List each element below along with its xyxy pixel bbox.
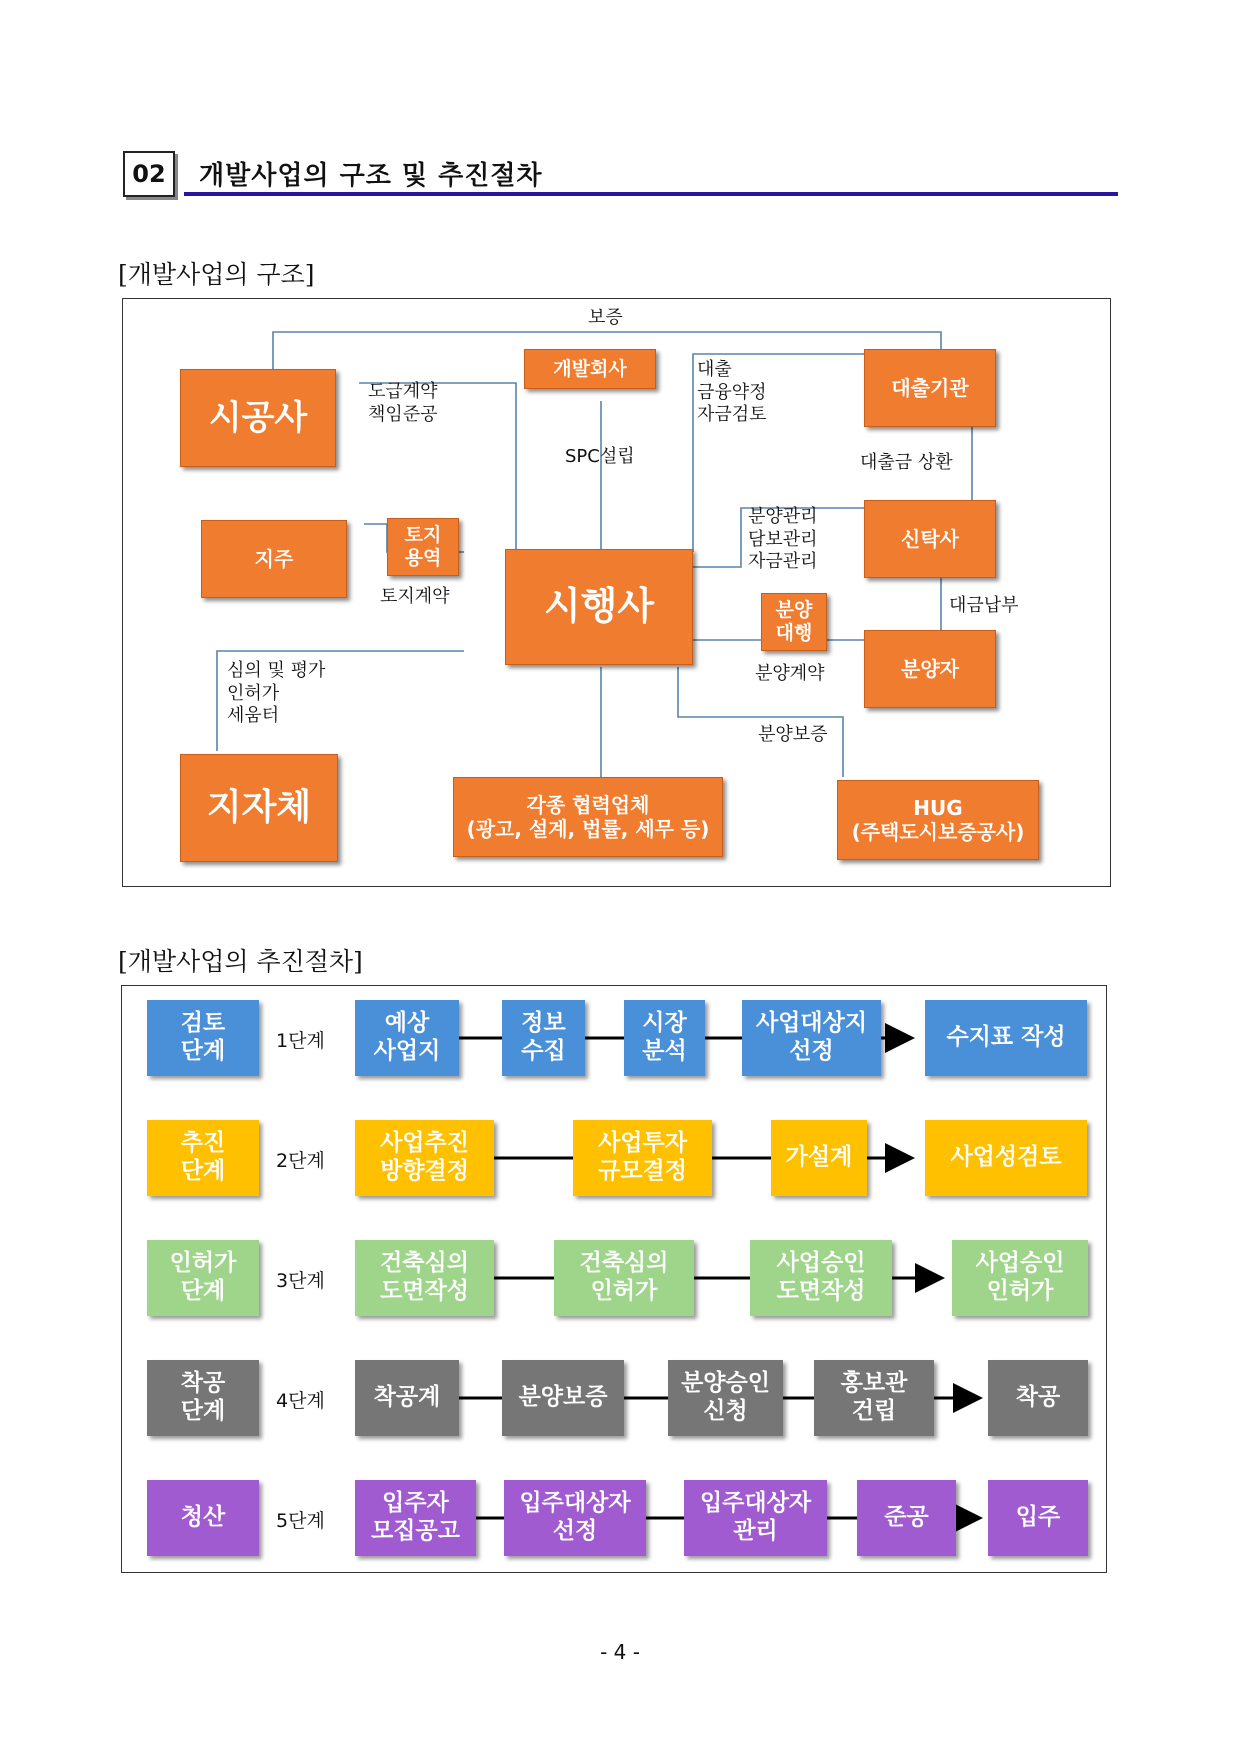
step-1-5: 수지표 작성 <box>925 1000 1087 1076</box>
trust-mgmt-label: 분양관리 담보관리 자금관리 <box>748 506 818 572</box>
step-4-1: 착공계 <box>355 1360 459 1436</box>
stage-name-construct: 착공 단계 <box>147 1360 259 1436</box>
approval-label: 심의 및 평가 인허가 세움터 <box>227 660 326 726</box>
section-title: 개발사업의 구조 및 추진절차 <box>199 161 543 191</box>
local-gov-box: 지자체 <box>180 754 338 862</box>
stage-name-review: 검토 단계 <box>147 1000 259 1076</box>
step-4-3: 분양승인 신청 <box>668 1360 783 1436</box>
step-4-2: 분양보증 <box>502 1360 624 1436</box>
step-2-1: 사업추진 방향결정 <box>355 1120 494 1196</box>
stage-name-settle: 청산 <box>147 1480 259 1556</box>
executor-box: 시행사 <box>505 549 693 665</box>
lender-box: 대출기관 <box>864 349 996 427</box>
step-5-1: 입주자 모집공고 <box>355 1480 476 1556</box>
step-1-2: 정보 수집 <box>502 1000 585 1076</box>
stage-name-permit: 인허가 단계 <box>147 1240 259 1316</box>
step-2-4: 사업성검토 <box>925 1120 1087 1196</box>
landowner-box: 지주 <box>201 520 347 598</box>
developer-box: 개발회사 <box>524 349 656 389</box>
page-number: - 4 - <box>600 1640 640 1664</box>
step-1-4: 사업대상지 선정 <box>742 1000 881 1076</box>
stage-name-promote: 추진 단계 <box>147 1120 259 1196</box>
step-1-1: 예상 사업지 <box>355 1000 459 1076</box>
stage-label-4: 4단계 <box>276 1390 325 1412</box>
land-service-box: 토지 용역 <box>387 518 459 576</box>
loan-label: 대출 금융약정 자금검토 <box>697 359 767 425</box>
stage-label-2: 2단계 <box>276 1150 325 1172</box>
construction-contract-label: 도급계약 책임준공 <box>368 381 438 425</box>
process-diagram <box>121 985 1107 1573</box>
stage-label-3: 3단계 <box>276 1270 325 1292</box>
spc-label: SPC설립 <box>565 446 635 467</box>
hug-box: HUG (주택도시보증공사) <box>837 780 1039 860</box>
stage-label-5: 5단계 <box>276 1510 325 1532</box>
sales-agency-box: 분양 대행 <box>761 593 827 651</box>
sales-guarantee-label: 분양보증 <box>758 724 828 745</box>
step-4-5: 착공 <box>988 1360 1088 1436</box>
partners-box: 각종 협력업체 (광고, 설계, 법률, 세무 등) <box>453 777 723 857</box>
sales-contract-label: 분양계약 <box>755 663 825 684</box>
section-number: 02 <box>123 151 175 197</box>
step-3-1: 건축심의 도면작성 <box>355 1240 494 1316</box>
step-2-3: 가설계 <box>771 1120 867 1196</box>
trust-box: 신탁사 <box>864 500 996 578</box>
step-5-5: 입주 <box>988 1480 1088 1556</box>
payment-label: 대금납부 <box>949 595 1019 616</box>
stage-label-1: 1단계 <box>276 1030 325 1052</box>
structure-heading: [개발사업의 구조] <box>118 260 315 289</box>
step-5-3: 입주대상자 관리 <box>684 1480 827 1556</box>
land-contract-label: 토지계약 <box>380 586 450 607</box>
step-4-4: 홍보관 건립 <box>814 1360 934 1436</box>
step-2-2: 사업투자 규모결정 <box>573 1120 712 1196</box>
repay-label: 대출금 상환 <box>860 452 953 473</box>
step-1-3: 시장 분석 <box>624 1000 705 1076</box>
guarantee-label: 보증 <box>588 307 623 328</box>
contractor-box: 시공사 <box>180 369 336 467</box>
process-heading: [개발사업의 추진절차] <box>118 947 363 976</box>
structure-diagram <box>122 298 1111 887</box>
title-underline <box>184 192 1118 196</box>
step-5-2: 입주대상자 선정 <box>504 1480 646 1556</box>
step-5-4: 준공 <box>857 1480 956 1556</box>
step-3-3: 사업승인 도면작성 <box>750 1240 892 1316</box>
buyer-box: 분양자 <box>864 630 996 708</box>
step-3-4: 사업승인 인허가 <box>952 1240 1088 1316</box>
step-3-2: 건축심의 인허가 <box>554 1240 694 1316</box>
